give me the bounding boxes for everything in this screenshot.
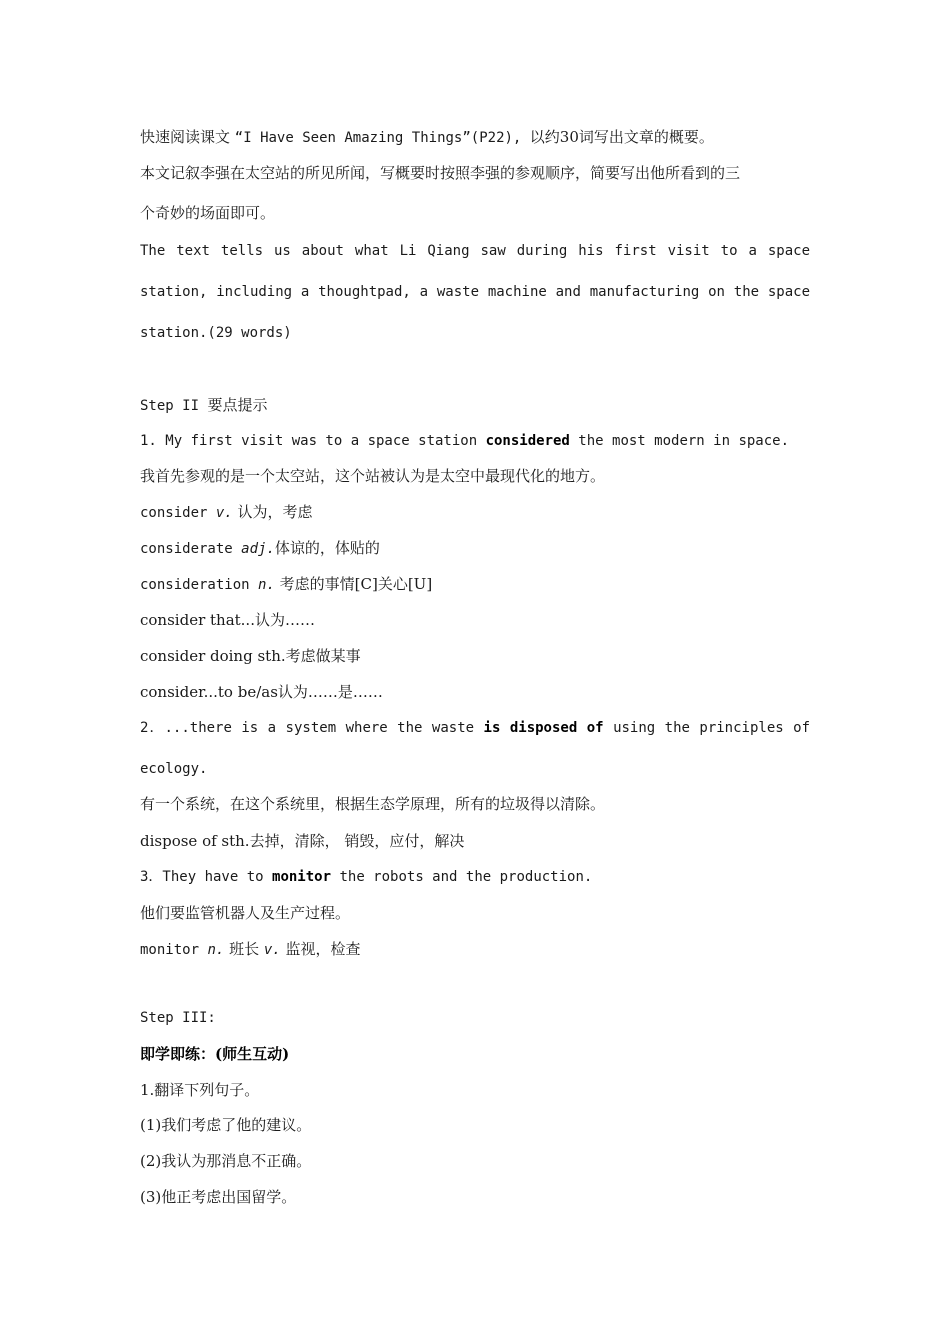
key-sentence-1 — [140, 431, 789, 451]
key-sentence-3-pre: 3．They have to — [140, 869, 273, 885]
key-phrase-disposed-of: is disposed of — [483, 720, 604, 736]
vocab-meaning: 体谅的，体贴的 — [274, 539, 380, 557]
key-sentence-2 — [140, 718, 810, 738]
vocab-word: monitor — [140, 942, 208, 958]
summary-hint-line-1: 本文记叙李强在太空站的所见所闻，写概要时按照李强的参观顺序，简要写出他所看到的三 — [140, 164, 741, 182]
translation-task: 1.翻译下列句子。 — [140, 1081, 260, 1099]
key-sentence-2-post: using the principles of — [613, 720, 810, 736]
key-word-considered: considered — [485, 433, 570, 449]
step-2-heading — [140, 395, 267, 416]
key-sentence-3 — [140, 867, 592, 887]
part-of-speech: n. — [207, 942, 225, 958]
step-2-heading-en: Step II — [140, 398, 208, 414]
part-of-speech: v. — [215, 505, 233, 521]
translation-sentence-3: (3)他正考虑出国留学。 — [140, 1188, 297, 1206]
vocab-meaning: 考虑的事情[C]关心[U] — [274, 575, 433, 593]
step-2-heading-zh: 要点提示 — [207, 396, 268, 414]
part-of-speech: v. — [263, 942, 281, 958]
key-sentence-3-translation: 他们要监管机器人及生产过程。 — [140, 904, 351, 922]
vocab-meaning: 监视，检查 — [280, 940, 361, 958]
part-of-speech: adj. — [241, 541, 275, 557]
translation-sentence-2: (2)我认为那消息不正确。 — [140, 1152, 312, 1170]
reading-task-line — [140, 127, 714, 148]
phrase-consider-doing: consider doing sth.考虑做某事 — [140, 647, 361, 665]
practice-title: 即学即练：(师生互动) — [140, 1045, 290, 1063]
part-of-speech: n. — [258, 577, 275, 593]
vocab-word: consideration — [140, 577, 259, 593]
summary-text-line-3: station.(29 words) — [140, 325, 292, 341]
vocab-meaning: 班长 — [224, 940, 264, 958]
key-sentence-1-pre: 1. My first visit was to a space station — [140, 433, 486, 449]
reading-task-title: “I Have Seen Amazing Things”(P22), — [234, 130, 530, 146]
key-sentence-2-line-2: ecology. — [140, 761, 208, 777]
reading-task-prefix: 快速阅读课文 — [140, 128, 235, 146]
vocab-word: considerate — [140, 541, 242, 557]
vocab-consideration — [140, 574, 432, 595]
key-sentence-2-pre: 2．...there is a system where the waste — [140, 720, 484, 736]
step-3-heading: Step III: — [140, 1010, 216, 1026]
summary-text-line-2: station, including a thoughtpad, a waste machine and manufacturing on the space — [140, 284, 810, 300]
key-sentence-1-post: the most modern in space. — [569, 433, 790, 449]
key-sentence-3-post: the robots and the production. — [331, 869, 593, 885]
phrase-consider-to-be: consider...to be/as认为……是…… — [140, 683, 383, 701]
vocab-monitor — [140, 939, 360, 960]
vocab-consider — [140, 502, 313, 523]
phrase-dispose-of: dispose of sth.去掉，清除， 销毁，应付，解决 — [140, 832, 465, 850]
vocab-considerate — [140, 538, 380, 559]
summary-text-line-1: The text tells us about what Li Qiang saw during his first visit to a space — [140, 243, 810, 259]
key-sentence-2-translation: 有一个系统，在这个系统里，根据生态学原理，所有的垃圾得以清除。 — [140, 795, 606, 813]
vocab-word: consider — [140, 505, 216, 521]
vocab-meaning: 认为，考虑 — [232, 503, 313, 521]
phrase-consider-that: consider that...认为…… — [140, 611, 315, 629]
reading-task-suffix: 以约30词写出文章的概要。 — [529, 128, 714, 146]
summary-hint-line-2: 个奇妙的场面即可。 — [140, 204, 276, 222]
key-word-monitor: monitor — [272, 869, 332, 885]
translation-sentence-1: (1)我们考虑了他的建议。 — [140, 1116, 312, 1134]
key-sentence-1-translation: 我首先参观的是一个太空站，这个站被认为是太空中最现代化的地方。 — [140, 467, 606, 485]
